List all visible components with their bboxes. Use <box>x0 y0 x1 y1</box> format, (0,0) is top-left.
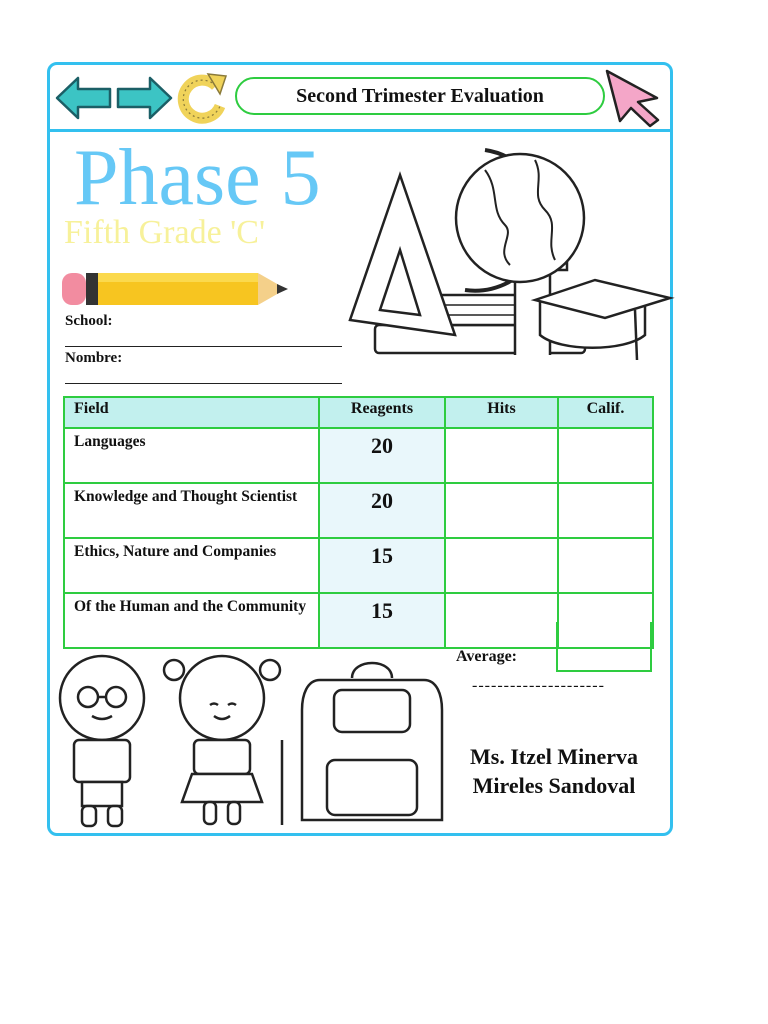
header-field: Field <box>64 397 319 428</box>
header-reagents: Reagents <box>319 397 445 428</box>
row-hits[interactable] <box>445 593 558 648</box>
row-hits[interactable] <box>445 538 558 593</box>
average-box[interactable] <box>556 622 652 672</box>
row-calif[interactable] <box>558 538 653 593</box>
row-reagents: 20 <box>319 483 445 538</box>
table-row <box>64 428 653 483</box>
row-field: Of the Human and the Community <box>64 593 319 648</box>
phase-heading: Phase 5 <box>74 134 321 222</box>
header-hits: Hits <box>445 397 558 428</box>
average-dashed-line: --------------------- <box>472 677 605 694</box>
forward-arrow-icon[interactable] <box>114 73 174 123</box>
average-label: Average: <box>456 648 517 665</box>
row-field: Knowledge and Thought Scientist <box>64 483 319 538</box>
teacher-name <box>452 742 656 800</box>
page-title: Second Trimester Evaluation <box>235 77 605 115</box>
table-header-row <box>64 397 653 428</box>
name-label: Nombre: <box>65 350 123 366</box>
grade-subtitle: Fifth Grade 'C' <box>64 214 266 251</box>
row-reagents: 15 <box>319 593 445 648</box>
table-row <box>64 538 653 593</box>
cursor-icon <box>602 68 668 128</box>
row-field: Languages <box>64 428 319 483</box>
row-calif[interactable] <box>558 483 653 538</box>
grades-table <box>63 396 654 649</box>
school-line[interactable] <box>65 346 342 347</box>
table-row <box>64 483 653 538</box>
row-field: Ethics, Nature and Companies <box>64 538 319 593</box>
refresh-icon[interactable] <box>174 70 232 126</box>
students-backpack-illustration <box>52 650 447 830</box>
school-supplies-illustration <box>345 140 675 375</box>
back-arrow-icon[interactable] <box>54 73 114 123</box>
pencil-icon <box>60 270 292 308</box>
teacher-name-line2: Mireles Sandoval <box>472 773 636 798</box>
row-calif[interactable] <box>558 428 653 483</box>
header-calif: Calif. <box>558 397 653 428</box>
teacher-name-line1: Ms. Itzel Minerva <box>470 744 638 769</box>
name-line[interactable] <box>65 383 342 384</box>
school-label: School: <box>65 313 113 329</box>
row-reagents: 20 <box>319 428 445 483</box>
row-hits[interactable] <box>445 483 558 538</box>
row-reagents: 15 <box>319 538 445 593</box>
row-hits[interactable] <box>445 428 558 483</box>
